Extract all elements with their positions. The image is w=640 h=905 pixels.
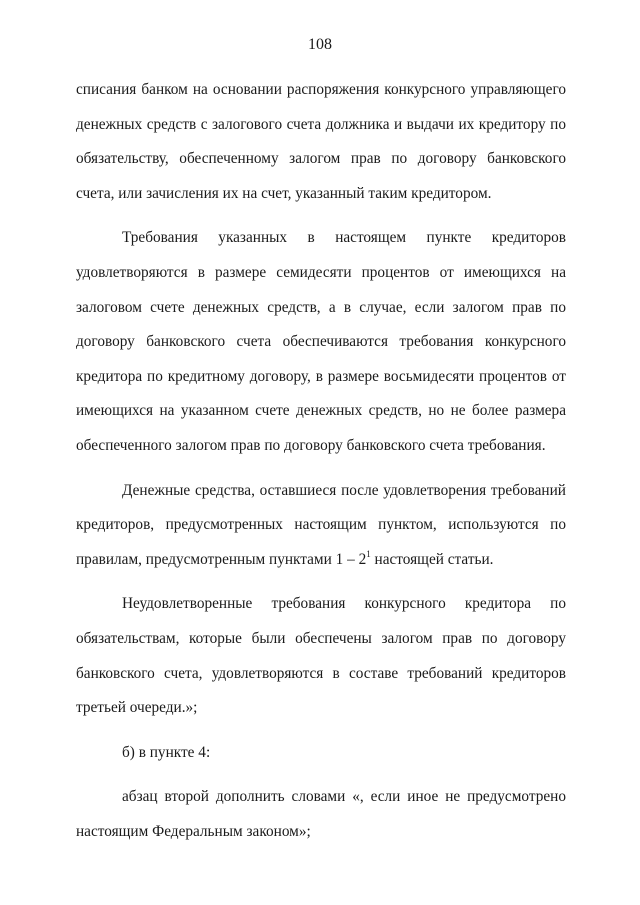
paragraph-remaining-funds xyxy=(76,474,566,578)
paragraph-unsatisfied-requirements: Неудовлетворенные требования конкурсного кредитора по обязательствам, которые были обеспечены залогом прав по договору банковского счета, удовлетворяются в составе требований кредиторов третьей очереди.»; xyxy=(76,595,566,717)
paragraph-creditor-requirements: Требования указанных в настоящем пункте кредиторов удовлетворяются в размере семидесяти процентов от имеющихся на залоговом счете денежных средств, а в случае, если залогом прав по договору банковского счета обеспечиваются требования конкурсного кредитора по кредитному договору, в размере восьмидесяти процентов от имеющихся на указанном счете денежных средств, но не более размера обеспеченного залогом прав по договору банковского счета требования. xyxy=(76,229,566,454)
superscript-marker: 1 xyxy=(366,548,371,559)
page-number: 108 xyxy=(308,36,332,53)
paragraph-item-b: б) в пункте 4: xyxy=(122,743,211,761)
paragraph-second-clause: абзац второй дополнить словами «, если иное не предусмотрено настоящим Федеральным законом»; xyxy=(76,788,566,840)
document-body xyxy=(76,73,566,849)
paragraph-remaining-funds-tail: настоящей статьи. xyxy=(370,550,494,568)
paragraph-remaining-funds-text: Денежные средства, оставшиеся после удовлетворения требований кредиторов, предусмотренных настоящим пунктом, используются по правилам, предусмотренным пунктами 1 – 2 xyxy=(76,481,566,568)
paragraph-continuation: списания банком на основании распоряжения конкурсного управляющего денежных средств с залогового счета должника и выдачи их кредитору по обязательству, обеспеченному залогом прав по договору банковского счета, или зачисления их на счет, указанный таким кредитором. xyxy=(76,81,566,202)
